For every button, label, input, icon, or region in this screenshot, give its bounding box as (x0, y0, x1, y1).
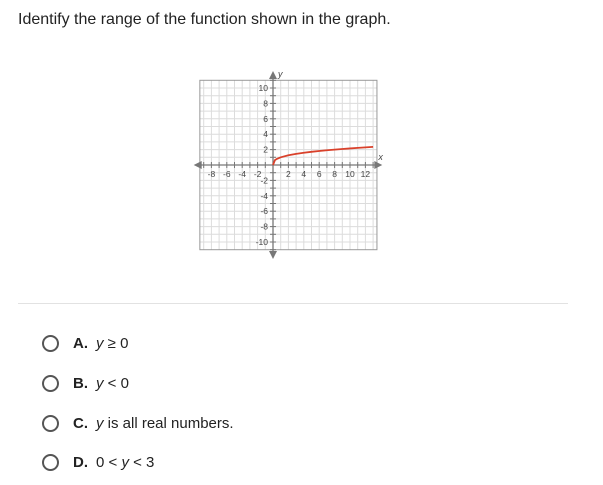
x-tick-label: 4 (301, 169, 307, 179)
option-a[interactable] (42, 330, 128, 356)
option-text: y < 0 (96, 374, 129, 392)
x-tick-label: 8 (332, 169, 337, 179)
option-text: y is all real numbers. (96, 414, 234, 432)
y-axis-arrow-down (269, 251, 277, 259)
y-tick-label: 4 (263, 129, 268, 140)
x-tick-label: -8 (207, 169, 216, 179)
y-tick-label: -6 (260, 206, 268, 217)
x-tick-label: 10 (345, 169, 355, 179)
y-tick-label: 2 (263, 144, 268, 155)
x-axis-arrow-right (374, 161, 382, 169)
option-text: y ≥ 0 (96, 334, 129, 352)
y-tick-label: 6 (263, 113, 268, 124)
x-tick-label: -4 (238, 169, 246, 179)
option-b[interactable] (42, 370, 129, 396)
x-axis-arrow-left (194, 161, 202, 169)
x-tick-label: -6 (223, 169, 231, 179)
option-letter: A. (73, 334, 88, 352)
function-graph (188, 60, 398, 270)
x-axis-label: x (378, 152, 383, 162)
radio-button[interactable] (42, 335, 59, 352)
y-tick-label: 8 (263, 98, 268, 109)
y-tick-label: -2 (260, 175, 268, 186)
divider (18, 303, 568, 304)
y-tick-label: -10 (255, 237, 268, 247)
option-letter: D. (73, 453, 88, 471)
y-tick-label: 10 (258, 83, 268, 93)
radio-button[interactable] (42, 454, 59, 471)
x-tick-label: 12 (360, 169, 371, 179)
y-axis-arrow-up (269, 71, 277, 79)
question-text: Identify the range of the function shown in the graph. (18, 11, 391, 28)
radio-button[interactable] (42, 415, 59, 432)
x-tick-label: -2 (253, 169, 262, 179)
radio-button[interactable] (42, 375, 59, 392)
option-letter: C. (73, 414, 88, 432)
option-d[interactable] (42, 449, 154, 475)
graph-svg (188, 60, 398, 270)
x-tick-label: 6 (316, 169, 322, 179)
option-c[interactable] (42, 410, 234, 436)
option-letter: B. (73, 374, 88, 392)
y-tick-label: -8 (260, 221, 268, 232)
x-tick-label: 2 (286, 169, 291, 179)
y-axis-label: y (278, 69, 283, 80)
y-tick-label: -4 (260, 190, 268, 201)
option-text: 0 < y < 3 (96, 453, 155, 471)
